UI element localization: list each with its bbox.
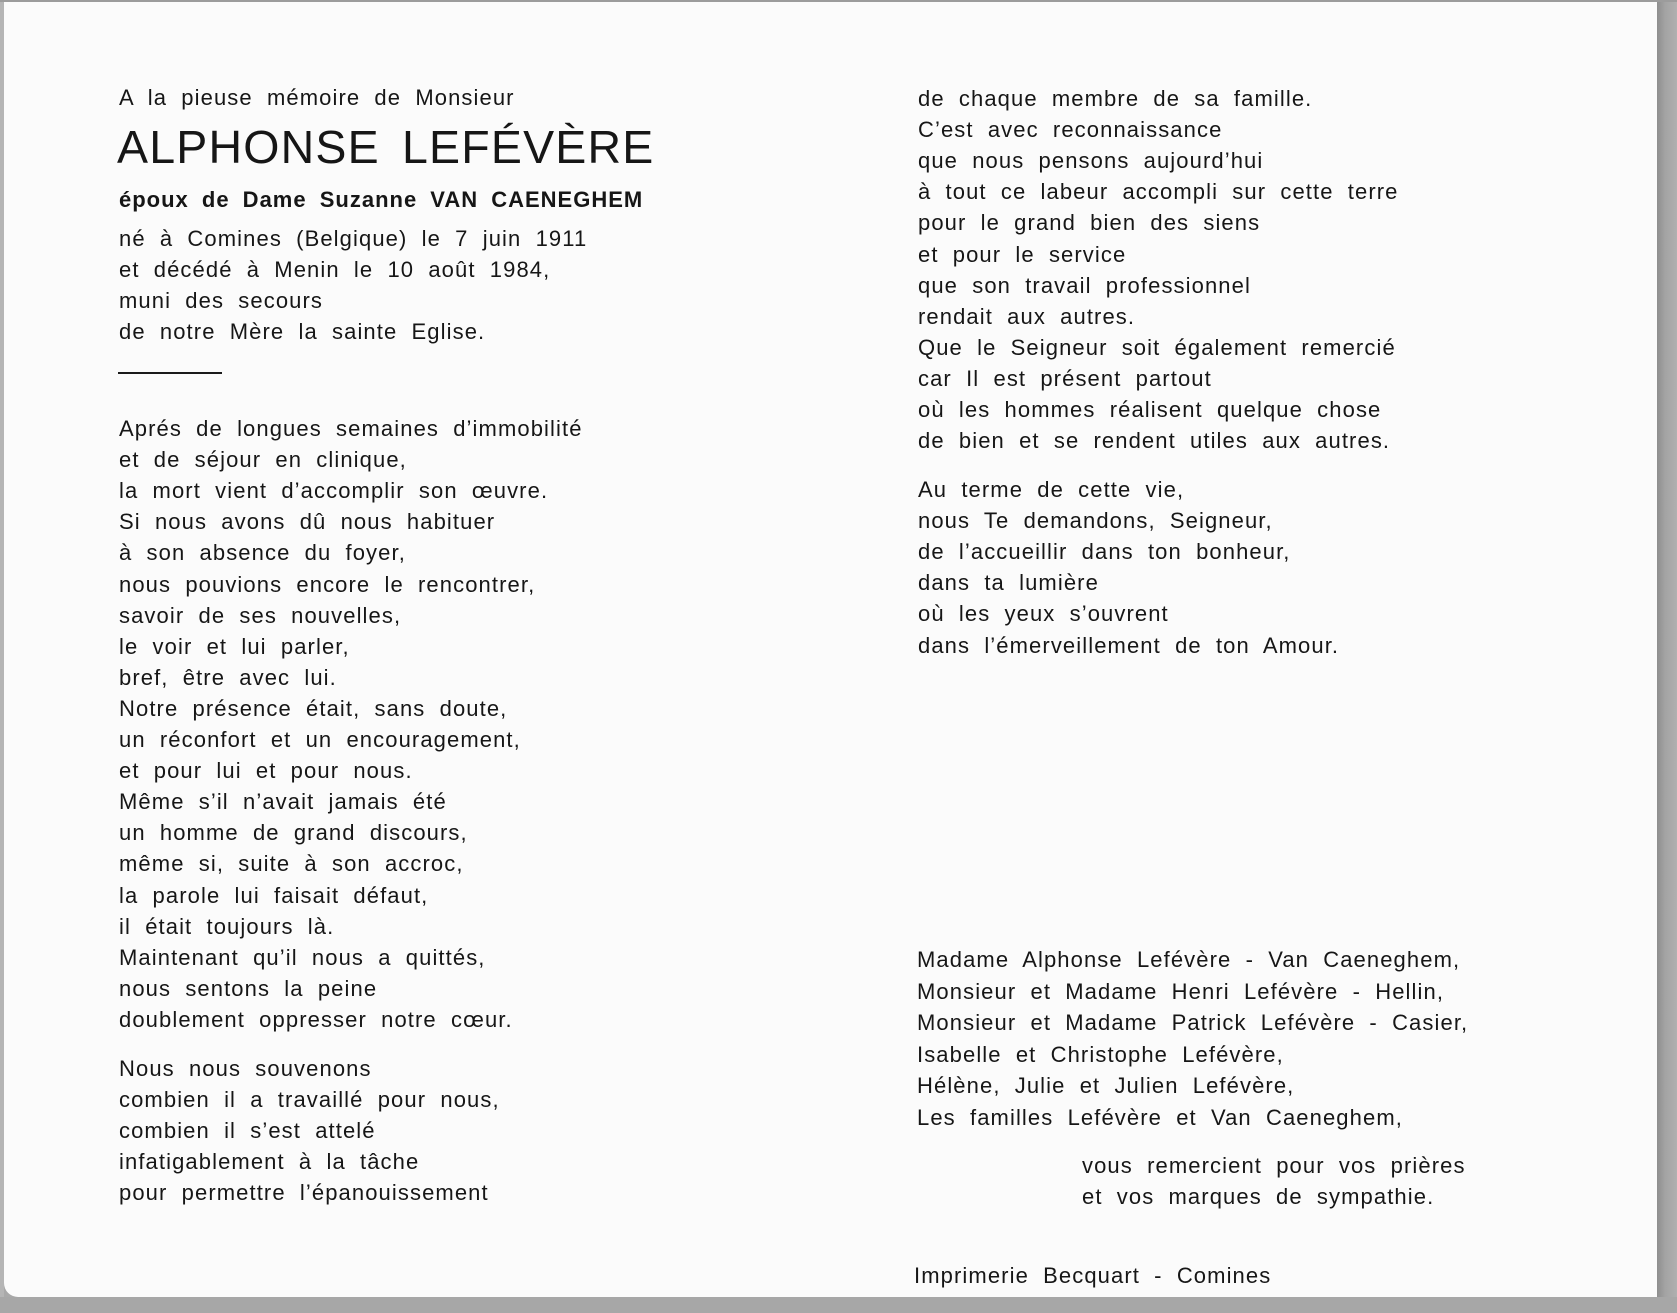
text-line: où les hommes réalisent quelque chose [918,397,1382,422]
text-line: C’est avec reconnaissance [918,117,1223,143]
text-line: Aprés de longues semaines d’immobilité [119,416,583,441]
text-line: pour le grand bien des siens [918,210,1261,236]
detail-line: né à Comines (Belgique) le 7 juin 1911 [119,226,588,251]
text-line: pour permettre l’épanouissement [119,1180,489,1206]
text-line: et vos marques de sympathie. [1082,1183,1435,1209]
text-line: Si nous avons dû nous habituer [119,509,496,535]
text-line: et pour lui et pour nous. [119,758,413,784]
detail-line: de notre Mère la sainte Eglise. [119,319,486,344]
text-line: nous pouvions encore le rencontrer, [119,571,536,597]
detail-line: et décédé à Menin le 10 août 1984, [119,257,551,282]
text-line: doublement oppresser notre cœur. [119,1006,513,1032]
text-line: rendait aux autres. [918,303,1136,329]
text-line: que nous pensons aujourd’hui [918,148,1264,174]
text-line: que son travail professionnel [918,272,1251,298]
text-line: Même s’il n’avait jamais été [119,789,447,815]
text-line: Nous nous souvenons [119,1056,372,1081]
deceased-name: ALPHONSE LEFÉVÈRE [117,121,655,173]
text-line: nous Te demandons, Seigneur, [918,508,1273,534]
text-line: et pour le service [918,241,1127,267]
text-line: la parole lui faisait défaut, [119,882,429,908]
text-line: bref, être avec lui. [119,664,337,690]
text-line: Les familles Lefévère et Van Caeneghem, [917,1105,1403,1130]
text-line: nous sentons la peine [119,975,378,1001]
text-line: Maintenant qu’il nous a quittés, [119,944,486,970]
text-line: où les yeux s’ouvrent [918,601,1169,627]
spouse-line: époux de Dame Suzanne VAN CAENEGHEM [119,187,644,212]
text-line: Au terme de cette vie, [918,477,1185,502]
text-line: Madame Alphonse Lefévère - Van Caeneghem, [917,947,1461,972]
text-line: même si, suite à son accroc, [119,851,464,877]
text-line: dans ta lumière [918,570,1099,596]
text-line: Hélène, Julie et Julien Lefévère, [917,1073,1295,1099]
text-line: de chaque membre de sa famille. [918,86,1313,111]
text-line: le voir et lui parler, [119,633,350,659]
scan-edge-right [1657,0,1677,1313]
intro-line: A la pieuse mémoire de Monsieur [119,85,515,110]
text-line: Isabelle et Christophe Lefévère, [917,1041,1284,1067]
text-line: de l’accueillir dans ton bonheur, [918,539,1291,565]
divider-rule [118,372,222,374]
text-line: il était toujours là. [119,913,335,939]
text-line: Monsieur et Madame Patrick Lefévère - Casier, [917,1010,1469,1036]
text-line: un réconfort et un encouragement, [119,727,521,752]
text-line: un homme de grand discours, [119,820,468,846]
text-line: combien il s’est attelé [119,1118,376,1144]
text-line: savoir de ses nouvelles, [119,602,402,628]
text-line: Monsieur et Madame Henri Lefévère - Hellin, [917,978,1445,1004]
text-line: combien il a travaillé pour nous, [119,1087,500,1113]
detail-line: muni des secours [119,288,324,313]
text-line: à tout ce labeur accompli sur cette terre [918,179,1399,205]
text-line: car Il est présent partout [918,365,1212,391]
text-line: la mort vient d’accomplir son œuvre. [119,478,549,504]
text-line: à son absence du foyer, [119,540,406,566]
text-line: et de séjour en clinique, [119,447,407,473]
text-line: Que le Seigneur soit également remercié [918,334,1396,360]
text-line: infatigablement à la tâche [119,1149,420,1175]
text-line: vous remercient pour vos prières [1082,1153,1466,1178]
text-line: dans l’émerveillement de ton Amour. [918,632,1340,658]
text-line: de bien et se rendent utiles aux autres. [918,428,1391,454]
text-line: Notre présence était, sans doute, [119,695,508,721]
printer-credit: Imprimerie Becquart - Comines [914,1263,1272,1288]
scan-edge-bottom [0,1297,1677,1313]
